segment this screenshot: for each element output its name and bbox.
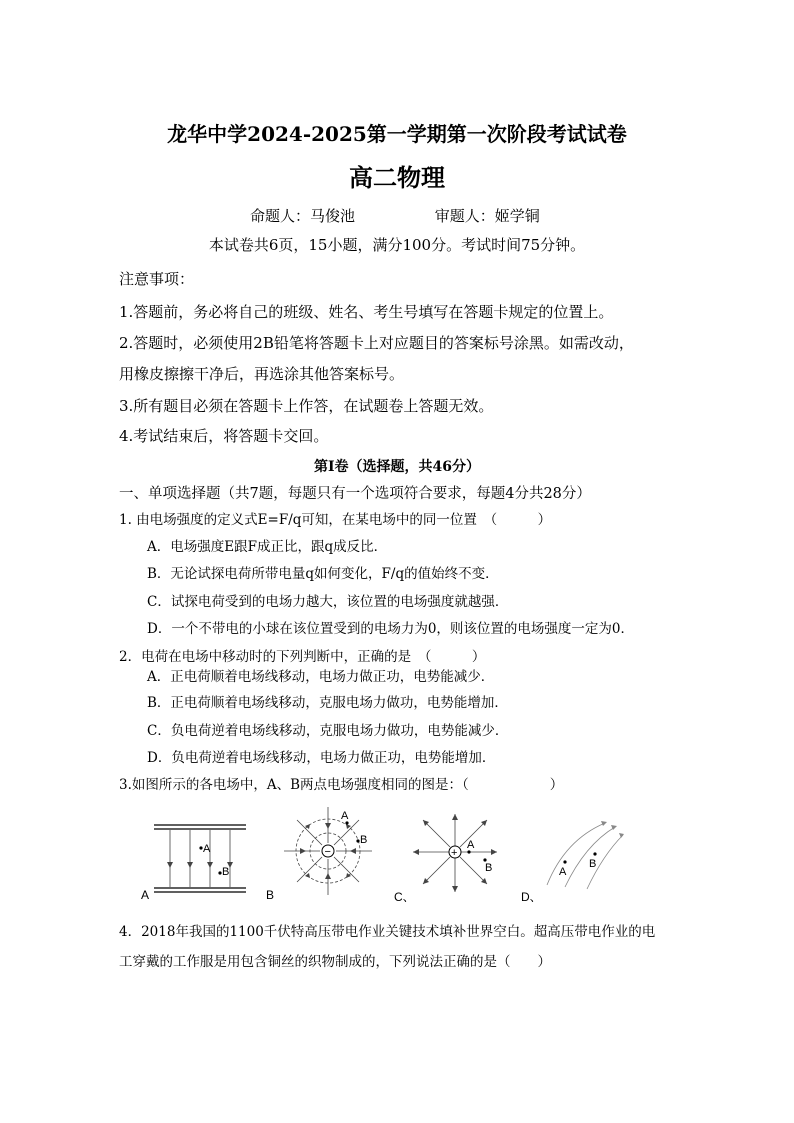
question-option: D．一个不带电的小球在该位置受到的电场力为0，则该位置的电场强度一定为0． (147, 621, 635, 637)
question-stem: 1. 由电场强度的定义式E=F/q可知，在某电场中的同一位置 （ ） (119, 512, 552, 528)
notes-heading: 注意事项： (119, 270, 195, 288)
question-option: D．负电荷逆着电场线移动，电场力做正功，电势能增加． (147, 750, 496, 766)
author-name: 命题人：马俊池 (250, 207, 356, 225)
question-option: C．试探电荷受到的电场力越大，该位置的电场强度就越强． (147, 594, 509, 610)
question-stem: 3.如图所示的各电场中，A、B两点电场强度相同的图是：（ ） (119, 777, 564, 793)
figure-b-label: B (266, 888, 275, 902)
note-item: 用橡皮擦擦干净后，再选涂其他答案标号。 (119, 365, 405, 383)
figure-d-label: D、 (521, 890, 542, 904)
plus-sign: + (451, 847, 458, 859)
point-b-label: B (485, 862, 493, 874)
minus-sign: − (324, 846, 331, 858)
figure-c-label: C、 (394, 890, 415, 904)
note-item: 3.所有题目必须在答题卡上作答，在试题卷上答题无效。 (119, 397, 494, 415)
field-figure-b (280, 805, 380, 900)
subject-title: 高二物理 (349, 163, 445, 192)
point-b-label: B (222, 866, 230, 878)
reviewer-name: 审题人：姬学铜 (434, 207, 540, 225)
point-a-label: A (467, 839, 475, 851)
field-figure-d (535, 815, 630, 890)
part-heading: 一、单项选择题（共7题，每题只有一个选项符合要求，每题4分共28分） (119, 486, 591, 502)
question-stem: 2．电荷在电场中移动时的下列判断中，正确的是 （ ） (119, 649, 486, 665)
figure-a-label: A (141, 888, 150, 902)
note-item: 2.答题时，必须使用2B铅笔将答题卡上对应题目的答案标号涂黑。如需改动， (119, 334, 634, 352)
field-figure-a (140, 818, 260, 903)
exam-intro: 本试卷共6页，15小题，满分100分。考试时间75分钟。 (208, 236, 586, 254)
question-stem: 工穿戴的工作服是用包含铜丝的织物制成的，下列说法正确的是（ ） (119, 954, 551, 970)
note-item: 4.考试结束后，将答题卡交回。 (119, 427, 329, 445)
question-option: C．负电荷逆着电场线移动，克服电场力做功，电势能减少． (147, 723, 509, 739)
section-title: 第Ⅰ卷（选择题，共46分） (313, 459, 481, 475)
point-a-label: A (203, 843, 211, 855)
point-a-label: A (559, 866, 567, 878)
authors-line (250, 205, 540, 226)
point-b-label: B (589, 858, 597, 870)
exam-title: 龙华中学2024-2025第一学期第一次阶段考试试卷 (167, 122, 627, 146)
question-option: A．电场强度E跟F成正比，跟q成反比． (147, 539, 388, 555)
question-option: A．正电荷顺着电场线移动，电场力做正功，电势能减少． (147, 669, 495, 685)
question-stem: 4．2018年我国的1100千伏特高压带电作业关键技术填补世界空白。超高压带电作业的电 (119, 924, 656, 940)
question-option: B．无论试探电荷所带电量q如何变化，F/q的值始终不变． (147, 566, 499, 582)
question-option: B．正电荷顺着电场线移动，克服电场力做功，电势能增加． (147, 695, 508, 711)
note-item: 1.答题前，务必将自己的班级、姓名、考生号填写在答题卡规定的位置上。 (119, 303, 614, 321)
field-figure-c (405, 808, 505, 898)
point-a-label: A (341, 810, 349, 822)
point-b-label: B (360, 834, 368, 846)
